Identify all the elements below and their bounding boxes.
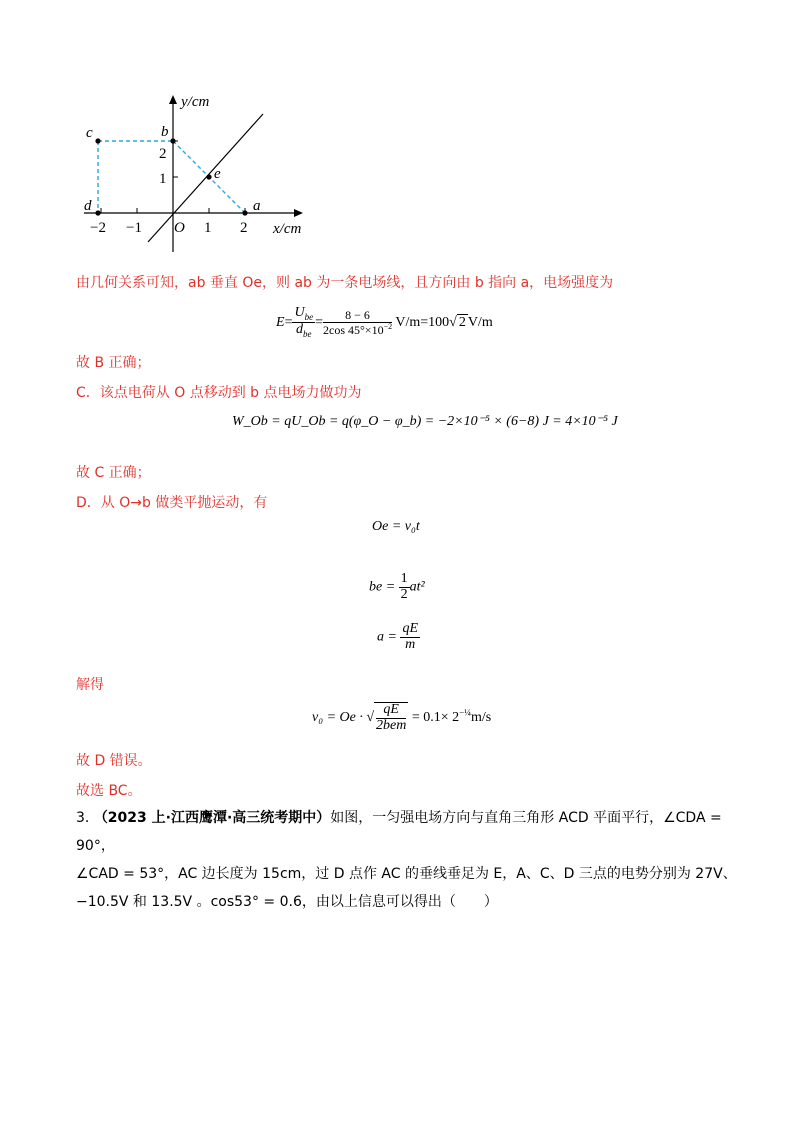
point-label-d: d <box>84 198 92 214</box>
point-a <box>242 210 247 215</box>
c-intro: C．该点电荷从 O 点移动到 b 点电场力做功为 <box>76 385 362 401</box>
x-axis-label: x/cm <box>273 221 302 237</box>
point-c <box>95 138 100 143</box>
equation-v0: v₀ = Oe · √ $\frac{qE}{\text{2bem}}$ = $0.1\times 2^{-\frac{1}{4}}m/s$ <box>312 702 492 733</box>
question-number: 3. <box>76 810 90 826</box>
coordinate-figure <box>70 92 320 262</box>
x-axis-arrow <box>294 209 303 217</box>
d-intro: D．从 O→b 做类平抛运动，有 <box>76 495 268 511</box>
jiede-label: 解得 <box>76 677 104 693</box>
equation-e-field: E= $\frac{U_{be}}{d_{be}}$ = $\frac{8 - 6}{2\cos 45^\circ\times 10^{-2}}$ V/m=100√ 2 V/m <box>276 305 493 340</box>
point-b <box>170 138 175 143</box>
question-3 <box>76 804 756 916</box>
solution-line-1: 由几何关系可知，ab 垂直 Oe，则 ab 为一条电场线，且方向由 b 指向 a，电场强度为 <box>76 275 614 291</box>
y-axis-label: y/cm <box>181 94 210 110</box>
equation-oe: Oe = v₀t <box>372 519 420 534</box>
question-line-3: −10.5V 和 13.5V 。cos53° = 0.6，由以上信息可以得出（ ） <box>76 894 498 910</box>
point-label-b: b <box>161 124 169 140</box>
origin-label: O <box>174 220 185 236</box>
question-line-2: ∠CAD = 53°，AC 边长度为 15cm，过 D 点作 AC 的垂线垂足为 E，A、C、D 三点的电势分别为 27V、 <box>76 866 737 882</box>
x-tick-label: −2 <box>90 220 106 236</box>
point-e <box>206 174 211 179</box>
equation-work: W_Ob = qU_Ob = q(φ_O − φ_b) = −2×10⁻⁵ × (6−8) J = 4×10⁻⁵ J <box>232 414 618 429</box>
point-label-c: c <box>86 125 93 141</box>
y-tick-label: 1 <box>159 171 167 187</box>
equation-a: a = $\frac{qE}{m}$ <box>377 621 419 652</box>
point-label-e: e <box>214 166 221 182</box>
c-correct: 故 C 正确； <box>76 465 151 481</box>
x-tick-label: 1 <box>204 220 212 236</box>
answer-line: 故选 BC。 <box>76 783 142 799</box>
equation-be: be = $\frac{1}{2}$ at² <box>369 571 425 602</box>
d-wrong: 故 D 错误。 <box>76 753 152 769</box>
x-tick-label: 2 <box>240 220 248 236</box>
question-line-1: 3. （2023 上·江西鹰潭·高三统考期中）如图，一匀强电场方向与直角三角形 ACD 平面平行，∠CDA = 90°， <box>76 810 722 854</box>
point-label-a: a <box>253 198 261 214</box>
y-tick-label: 2 <box>159 146 167 162</box>
x-tick-label: −1 <box>126 220 142 236</box>
b-correct: 故 B 正确； <box>76 355 151 371</box>
point-d <box>95 210 100 215</box>
question-source: （2023 上·江西鹰潭·高三统考期中） <box>93 810 331 826</box>
y-axis-arrow <box>169 95 177 104</box>
